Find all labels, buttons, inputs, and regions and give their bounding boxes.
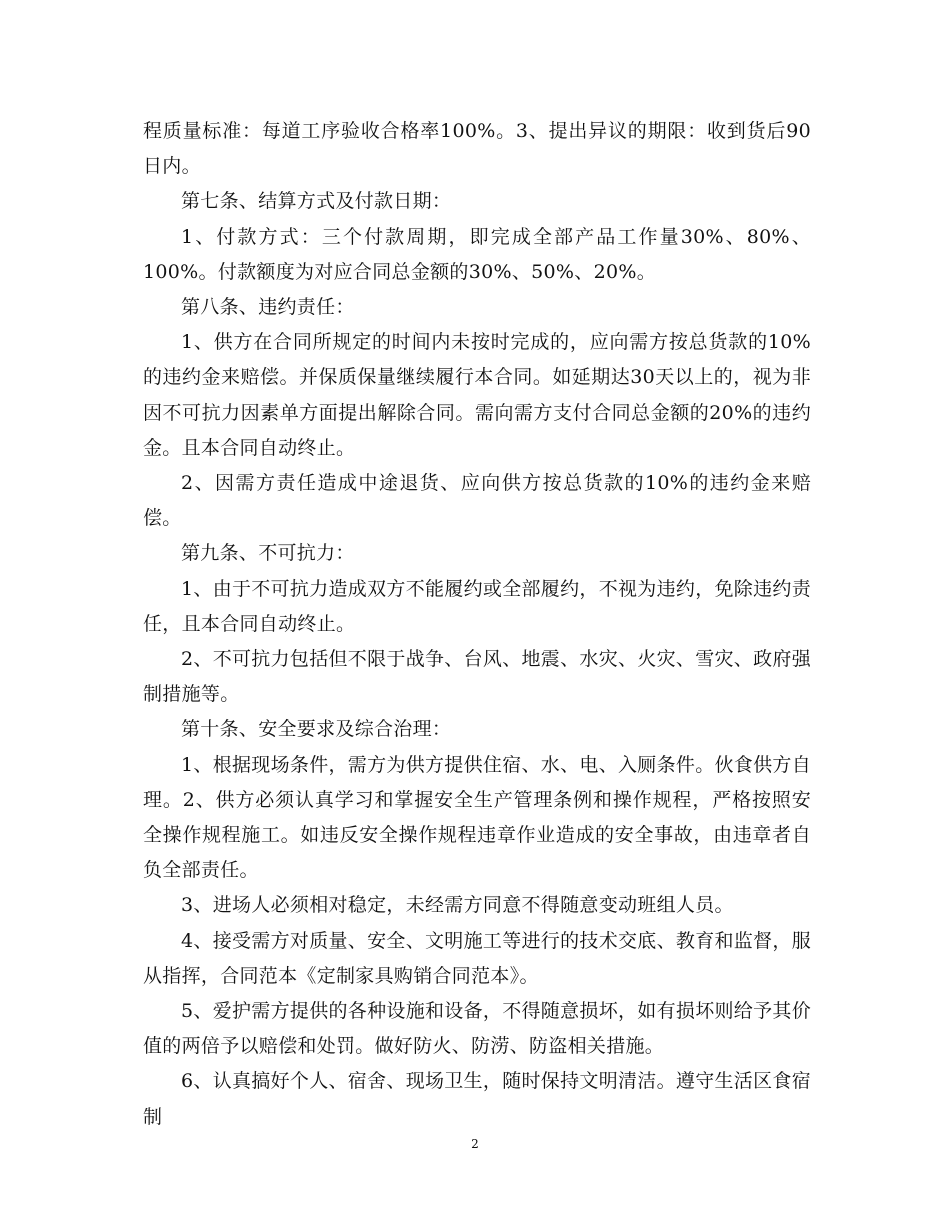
section-heading: 第八条、违约责任： — [181, 296, 355, 319]
document-body — [143, 114, 811, 1135]
paragraph: 1、由于不可抗力造成双方不能履约或全部履约，不视为违约，免除违约责任，且本合同自动终止。 — [143, 577, 811, 635]
paragraph: 1、付款方式：三个付款周期，即完成全部产品工作量30%、80%、100%。付款额度为对应合同总金额的30%、50%、20%。 — [143, 225, 811, 283]
paragraph: 4、接受需方对质量、安全、文明施工等进行的技术交底、教育和监督，服从指挥，合同范本《定制家具购销合同范本》。 — [143, 929, 811, 987]
paragraph: 1、供方在合同所规定的时间内未按时完成的，应向需方按总货款的10%的违约金来赔偿。并保质保量继续履行本合同。如延期达30天以上的，视为非因不可抗力因素单方面提出解除合同。需向需方支付合同总金额的20%的违约金。且本合同自动终止。 — [143, 331, 811, 459]
paragraph: 程质量标准：每道工序验收合格率100%。3、提出异议的期限：收到货后90日内。 — [143, 120, 811, 178]
paragraph: 6、认真搞好个人、宿舍、现场卫生，随时保持文明清洁。遵守生活区食宿制 — [143, 1070, 811, 1128]
paragraph: 3、进场人必须相对稳定，未经需方同意不得随意变动班组人员。 — [181, 894, 734, 917]
section-heading: 第十条、安全要求及综合治理： — [181, 718, 452, 741]
paragraph: 2、因需方责任造成中途退货、应向供方按总货款的10%的违约金来赔偿。 — [143, 472, 811, 530]
section-heading: 第九条、不可抗力： — [181, 542, 355, 565]
paragraph: 2、不可抗力包括但不限于战争、台风、地震、水灾、火灾、雪灾、政府强制措施等。 — [143, 648, 811, 706]
paragraph: 5、爱护需方提供的各种设施和设备，不得随意损坏，如有损坏则给予其价值的两倍予以赔偿和处罚。做好防火、防涝、防盗相关措施。 — [143, 1000, 811, 1058]
page-number: 2 — [471, 1137, 479, 1151]
paragraph: 1、根据现场条件，需方为供方提供住宿、水、电、入厕条件。伙食供方自理。2、供方必须认真学习和掌握安全生产管理条例和操作规程，严格按照安全操作规程施工。如违反安全操作规程违章作业造成的安全事故，由违章者自负全部责任。 — [143, 753, 811, 882]
section-heading: 第七条、结算方式及付款日期： — [181, 190, 452, 213]
